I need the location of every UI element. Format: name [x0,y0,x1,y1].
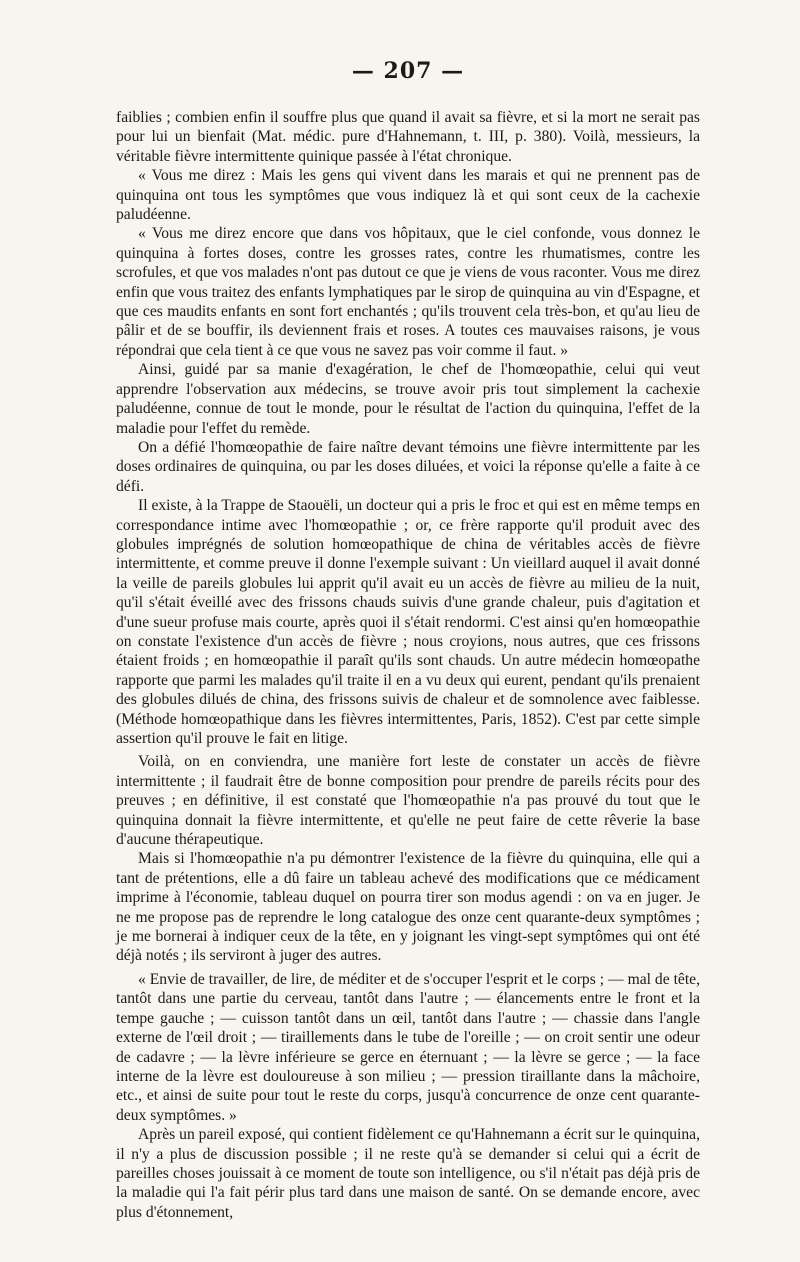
paragraph-8: Mais si l'homœopathie n'a pu démontrer l'existence de la fièvre du quinquina, elle qui a tant de prétentions, elle a dû faire un tableau achevé des modifications que ce médicament imprime à l'économie, tableau duquel on pourra tirer son modus agendi : on va en juger. Je ne me propose pas de reprendre le long catalogue des onze cent quarante-deux symptômes ; je me bornerai à indiquer ceux de la tête, en y joignant les vingt-sept symptômes qui ont été déjà notés ; ils serviront à juger des autres. [116,850,700,965]
paragraph-3: « Vous me direz encore que dans vos hôpitaux, que le ciel confonde, vous donnez le quinquina à fortes doses, contre les grosses rates, contre les rhumatismes, contre les scrofules, et que vos malades n'ont pas dutout ce que je viens de vous raconter. Vous me direz enfin que vous traitez des enfants lymphatiques par le sirop de quinquina au vin d'Espagne, et que ces maudits enfants en sont fort enchantés ; qu'ils trouvent cela très-bon, et qu'au lieu de pâlir et de se bouffir, ils deviennent frais et roses. A toutes ces mauvaises raisons, je vous répondrai que cela tient à ce que vous ne savez pas voir comme il faut. » [116,225,700,359]
paragraph-6: Il existe, à la Trappe de Staouëli, un docteur qui a pris le froc et qui est en même temps en correspondance intime avec l'homœopathie ; or, ce frère rapporte qu'il produit avec des globules imprégnés de solution homœopathique de china de véritables accès de fièvre intermittente, et comme preuve il donne l'exemple suivant : Un vieillard auquel il avait donné la veille de pareils globules lui apprit qu'il avait eu un accès de fièvre au milieu de la nuit, qu'il s'était éveillé avec des frissons chauds suivis d'une grande chaleur, puis d'agitation et d'une sueur profuse mais courte, après quoi il s'était rendormi. C'est ainsi qu'en homœopathie on constate l'existence d'un accès de fièvre ; nous croyions, nous autres, que ces frissons étaient froids ; en homœopathie il paraît qu'ils sont chauds. Un autre médecin homœopathe rapporte que parmi les malades qu'il traite il en a vu deux qui eurent, pendant qu'ils prenaient des globules dilués de china, des frissons suivis de chaleur et de somnolence avec faiblesse. (Méthode homœopathique dans les fièvres intermittentes, Paris, 1852). C'est par cette simple assertion qu'il prouve le fait en litige. [116,497,700,747]
paragraph-10: Après un pareil exposé, qui contient fidèlement ce qu'Hahnemann a écrit sur le quinquina, il n'y a plus de discussion possible ; il ne reste qu'à se demander si celui qui a écrit de pareilles choses jouissait à ce moment de toute son intelligence, ou s'il n'était pas déjà pris de la maladie qui l'a fait périr plus tard dans une maison de santé. On se demande encore, avec plus d'étonnement, [116,1126,700,1221]
paragraph-9: « Envie de travailler, de lire, de méditer et de s'occuper l'esprit et le corps ; — mal de tête, tantôt dans une partie du cerveau, tantôt dans l'autre ; — élancements entre le front et la tempe gauche ; — cuisson tantôt dans un œil, tantôt dans l'autre ; — chassie dans l'angle externe de l'œil droit ; — tiraillements dans le tube de l'oreille ; — on croit sentir une odeur de cadavre ; — la lèvre inférieure se gerce en éternuant ; — la lèvre se gerce ; — la face interne de la lèvre est douloureuse à son milieu ; — pression tiraillante dans la mâchoire, etc., et ainsi de suite pour tout le reste du corps, jusqu'à concurrence de onze cent quarante-deux symptômes. » [116,970,700,1124]
paragraph-1: faiblies ; combien enfin il souffre plus que quand il avait sa fièvre, et si la mort ne serait pas pour lui un bienfait (Mat. médic. pure d'Hahnemann, t. III, p. 380). Voilà, messieurs, la véritable fièvre intermittente quinique passée à l'état chronique. [116,109,700,165]
paragraph-2: « Vous me direz : Mais les gens qui vivent dans les marais et qui ne prennent pas de quinquina ont tous les symptômes que vous indiquez là et qui sont ceux de la cachexie paludéenne. [116,167,700,224]
paragraph-7: Voilà, on en conviendra, une manière fort leste de constater un accès de fièvre intermittente ; il faudrait être de bonne composition pour prendre de pareils récits pour des preuves ; en définitive, il est constaté que l'homœopathie n'a pas prouvé du tout que le quinquina donnait la fièvre intermittente, et qu'elle ne peut faire de cette rêverie la base d'aucune thérapeutique. [116,753,700,849]
page-number: — 207 — [351,58,465,84]
paragraph-4: Ainsi, guidé par sa manie d'exagération, le chef de l'homœopathie, celui qui veut apprendre l'observation aux médecins, se trouve avoir pris tout simplement la cachexie paludéenne, connue de tout le monde, pour le résultat de l'action du quinquina, l'effet de la maladie pour l'effet du remède. [116,361,700,437]
paragraph-5: On a défié l'homœopathie de faire naître devant témoins une fièvre intermittente par les doses ordinaires de quinquina, ou par les doses diluées, et voici la réponse qu'elle a faite à ce défi. [116,438,700,495]
body-text [116,108,700,1222]
